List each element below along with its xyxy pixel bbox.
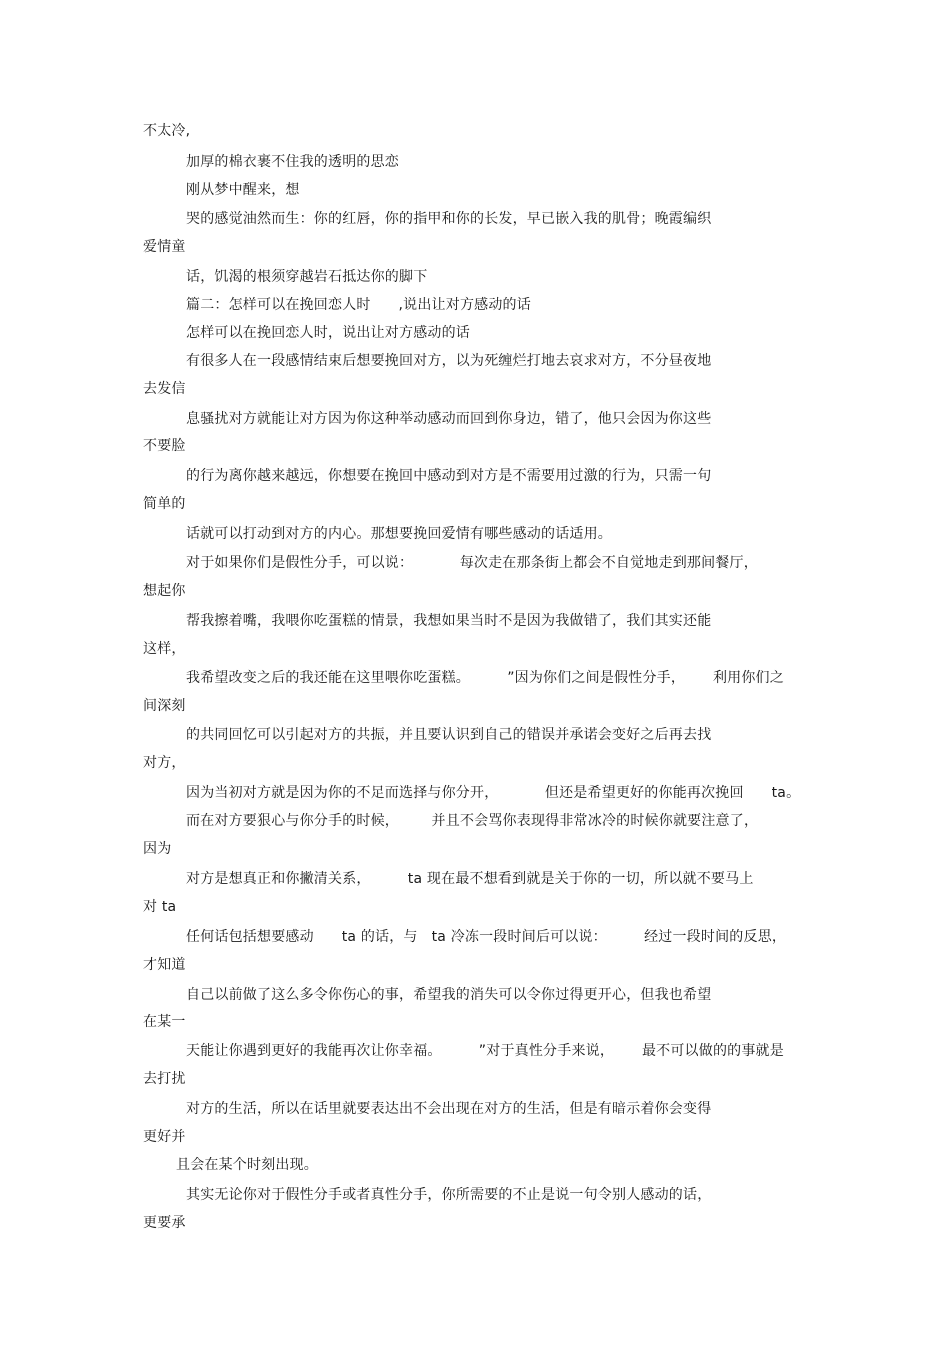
text-line: 因为当初对方就是因为你的不足而选择与你分开， 但还是希望更好的你能再次挽回 ta。 bbox=[186, 785, 801, 801]
text-line: 刚从梦中醒来，想 bbox=[186, 182, 300, 198]
text-line: 天能让你遇到更好的我能再次让你幸福。 ”对于真性分手来说， 最不可以做的的事就是 bbox=[186, 1043, 784, 1059]
text-line: 在某一 bbox=[143, 1014, 186, 1030]
text-line: 加厚的棉衣裹不住我的透明的思恋 bbox=[186, 154, 399, 170]
text-line: 不要脸 bbox=[143, 438, 186, 454]
text-line: 且会在某个时刻出现。 bbox=[176, 1157, 318, 1173]
text-line: 因为 bbox=[143, 841, 172, 857]
text-line: 更好并 bbox=[143, 1129, 186, 1145]
text-line: 不太冷, bbox=[143, 123, 191, 139]
text-line: 简单的 bbox=[143, 496, 186, 512]
text-line: 爱情童 bbox=[143, 239, 186, 255]
text-line: 自己以前做了这么多令你伤心的事，希望我的消失可以令你过得更开心，但我也希望 bbox=[186, 987, 712, 1003]
text-line: 其实无论你对于假性分手或者真性分手，你所需要的不止是说一句令别人感动的话， bbox=[186, 1187, 712, 1203]
text-line: 哭的感觉油然而生：你的红唇，你的指甲和你的长发，早已嵌入我的肌骨；晚霞编织 bbox=[186, 211, 712, 227]
text-line: 我希望改变之后的我还能在这里喂你吃蛋糕。 ”因为你们之间是假性分手， 利用你们之 bbox=[186, 670, 784, 686]
text-line: 对 ta bbox=[143, 899, 177, 915]
text-line: 去打扰 bbox=[143, 1071, 186, 1087]
text-line: 息骚扰对方就能让对方因为你这种举动感动而回到你身边，错了，他只会因为你这些 bbox=[186, 411, 712, 427]
text-line: 想起你 bbox=[143, 583, 186, 599]
text-line: 对方， bbox=[143, 755, 186, 771]
text-line: 话就可以打动到对方的内心。那想要挽回爱情有哪些感动的话适用。 bbox=[186, 526, 612, 542]
text-line: 去发信 bbox=[143, 381, 186, 397]
text-line: 而在对方要狠心与你分手的时候， 并且不会骂你表现得非常冰冷的时候你就要注意了， bbox=[186, 813, 759, 829]
text-line: 更要承 bbox=[143, 1215, 186, 1231]
text-line: 的行为离你越来越远，你想要在挽回中感动到对方是不需要用过激的行为，只需一句 bbox=[186, 468, 712, 484]
text-line: 任何话包括想要感动 ta 的话，与 ta 冷冻一段时间后可以说： 经过一段时间的反思， bbox=[186, 929, 787, 945]
text-line: 才知道 bbox=[143, 957, 186, 973]
text-line: 帮我擦着嘴，我喂你吃蛋糕的情景，我想如果当时不是因为我做错了，我们其实还能 bbox=[186, 613, 712, 629]
text-line: 对方的生活，所以在话里就要表达出不会出现在对方的生活，但是有暗示着你会变得 bbox=[186, 1101, 712, 1117]
text-line: 的共同回忆可以引起对方的共振，并且要认识到自己的错误并承诺会变好之后再去找 bbox=[186, 727, 712, 743]
text-line: 有很多人在一段感情结束后想要挽回对方，以为死缠烂打地去哀求对方，不分昼夜地 bbox=[186, 353, 712, 369]
text-line: 对方是想真正和你撇清关系， ta 现在最不想看到就是关于你的一切，所以就不要马上 bbox=[186, 871, 754, 887]
text-line: 话，饥渴的根须穿越岩石抵达你的脚下 bbox=[186, 269, 428, 285]
text-line: 对于如果你们是假性分手，可以说： 每次走在那条街上都会不自觉地走到那间餐厅， bbox=[186, 555, 758, 571]
section-heading: 篇二：怎样可以在挽回恋人时 ,说出让对方感动的话 bbox=[186, 297, 531, 313]
text-line: 怎样可以在挽回恋人时，说出让对方感动的话 bbox=[186, 325, 470, 341]
text-line: 这样， bbox=[143, 641, 186, 657]
text-line: 间深刻 bbox=[143, 698, 186, 714]
